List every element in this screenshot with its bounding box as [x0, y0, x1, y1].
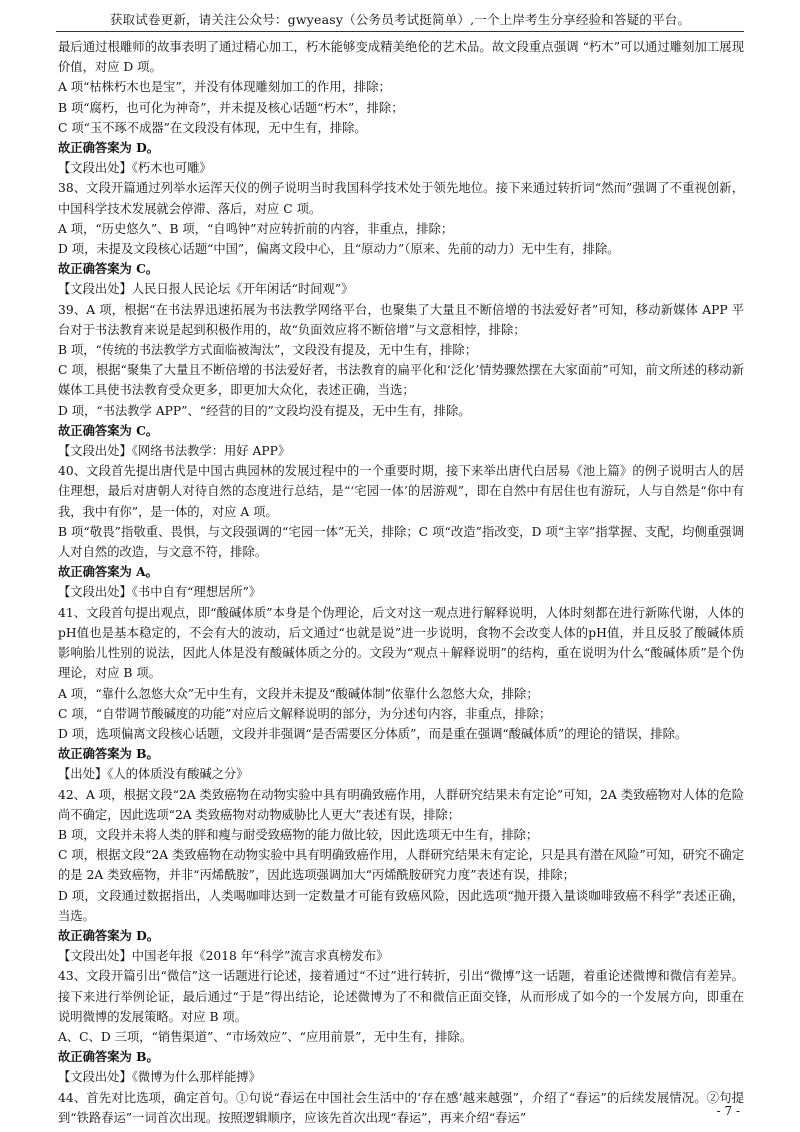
paragraph: 41、文段首句提出观点，即“酸碱体质”本身是个伪理论，后文对这一观点进行解释说明，人体时刻都在进行新陈代谢，人体的pH值也是基本稳定的，不会有大的波动，后文通过“也就是说”进一步说明，食物不会改变人体的pH值，并且反驳了酸碱体质影响胎儿性别的说法，因此人体是没有酸碱体质之分的。文段为“观点＋解释说明”的结构，重在说明为什么“酸碱体质”是个伪理论，对应 B 项。 [58, 605, 744, 681]
paragraph: 42、A 项，根据文段“2A 类致癌物在动物实验中具有明确致癌作用，人群研究结果未有定论”可知，2A 类致癌物对人体的危险尚不确定，因此选项“2A 类致癌物对动物威胁比人更大”表述有误，排除； [58, 787, 744, 822]
paragraph: 40、文段首先提出唐代是中国古典园林的发展过程中的一个重要时期，接下来举出唐代白居易《池上篇》的例子说明古人的居住理想，最后对唐朝人对待自然的态度进行总结，是“‘宅园一体’的居游观”，即在自然中有居住也有游玩，人与自然是“你中有我，我中有你”，是一体的，对应 A 项。 [58, 464, 744, 519]
paragraph: A、C、D 三项，“销售渠道”、“市场效应”、“应用前景”，无中生有，排除。 [58, 1029, 473, 1044]
paragraph: 38、文段开篇通过列举水运浑天仪的例子说明当时我国科学技术处于领先地位。接下来通过转折词“然而”强调了不重视创新，中国科学技术发展就会停滞、落后，对应 C 项。 [58, 181, 744, 216]
answer-line: 故正确答案为 B。 [58, 1049, 159, 1065]
source-line: 【文段出处】《书中自有“理想居所”》 [58, 585, 262, 600]
paragraph: A 项，“靠什么忽悠大众”无中生有，文段并未提及“酸碱体制”依靠什么忽悠大众，排除； [58, 686, 539, 701]
paragraph: C 项，根据文段“2A 类致癌物在动物实验中具有明确致癌作用，人群研究结果未有定论，只是具有潜在风险”可知，研究不确定的是 2A 类致癌物，并非“丙烯酰胺”，因此选项强调加大“丙烯酰胺研究力度”表述有误，排除； [58, 848, 744, 883]
page-body [58, 37, 744, 1128]
paragraph: 最后通过根雕师的故事表明了通过精心加工，朽木能够变成精美绝伦的艺术品。故文段重点强调 “朽木”可以通过雕刻加工展现价值，对应 D 项。 [58, 40, 744, 75]
paragraph: A 项，“历史悠久”、B 项，“自鸣钟”对应转折前的内容，非重点，排除； [58, 221, 454, 236]
paragraph: A 项“枯株朽木也是宝”，并没有体现雕刻加工的作用，排除； [58, 80, 391, 95]
paragraph: C 项，“自带调节酸碱度的功能”对应后文解释说明的部分，为分述句内容，非重点，排除； [58, 706, 552, 721]
source-line: 【出处】《人的体质没有酸碱之分》 [58, 767, 249, 782]
source-line: 【文段出处】《微博为什么那样能搏》 [58, 1070, 261, 1085]
answer-line: 故正确答案为 B。 [58, 746, 159, 762]
source-line: 【文段出处】中国老年报《2018 年“科学”流言求真榜发布》 [58, 949, 389, 964]
paragraph: C 项“玉不琢不成器”在文段没有体现，无中生有，排除。 [58, 120, 367, 135]
paragraph: 44、首先对比选项，确定首句。①句说“春运在中国社会生活中的‘存在感’越来越强”，介绍了“春运”的后续发展情况。②句提到“铁路春运”一词首次出现。按照逻辑顺序，应该先首次出现“春运”，再来介绍“春运” [58, 1090, 744, 1125]
answer-line: 故正确答案为 A。 [58, 564, 158, 580]
paragraph: B 项，文段并未将人类的胖和瘦与耐受致癌物的能力做比较，因此选项无中生有，排除； [58, 827, 539, 842]
paragraph: B 项“敬畏”指敬重、畏惧，与文段强调的“宅园一体”无关，排除；C 项“改造”指改变，D 项“主宰”指掌握、支配，均侧重强调人对自然的改造，与文意不符，排除。 [58, 524, 744, 560]
source-line: 【文段出处】《朽木也可雕》 [58, 161, 212, 176]
paragraph: D 项，选项偏离文段核心话题，文段并非强调“是否需要区分体质”，而是重在强调“酸碱体质”的理论的错误，排除。 [58, 726, 688, 741]
header-divider [56, 31, 744, 32]
paragraph: B 项，“传统的书法教学方式面临被淘汰”，文段没有提及，无中生有，排除； [58, 343, 478, 358]
source-line: 【文段出处】《网络书法教学：用好 APP》 [58, 444, 291, 459]
paragraph: D 项，未提及文段核心话题“中国”，偏离文段中心，且“原动力”（原来、先前的动力）无中生有，排除。 [58, 242, 620, 257]
page-number: - 7 - [716, 1104, 740, 1118]
answer-line: 故正确答案为 C。 [58, 261, 159, 277]
paragraph: 43、文段开篇引出“微信”这一话题进行论述，接着通过“不过”进行转折，引出“微博”这一话题，着重论述微博和微信有差异。接下来进行举例论证，最后通过“于是”得出结论，论述微博为了不和微信正面交锋，从而形成了如今的一个发展方向，即重在说明微博的发展策略。对应 B 项。 [58, 969, 744, 1024]
paragraph: D 项，“书法教学 APP”、“经营的目的”文段均没有提及，无中生有，排除。 [58, 403, 471, 418]
paragraph: 39、A 项，根据“在书法界迅速拓展为书法教学网络平台，也聚集了大量且不断倍增的书法爱好者”可知，移动新媒体 APP 平台对于书法教育来说是起到积极作用的，故“负面效应将不断倍增”与文意相悖，排除； [58, 302, 744, 337]
answer-line: 故正确答案为 D。 [58, 140, 160, 156]
page-header: 获取试卷更新，请关注公众号：gwyeasy（公务员考试挺简单）,一个上岸考生分享经验和答疑的平台。 [109, 12, 691, 27]
source-line: 【文段出处】人民日报人民论坛《开年闲话“时间观”》 [58, 282, 354, 297]
paragraph: B 项“腐朽，也可化为神奇”，并未提及核心话题“朽木”，排除； [58, 100, 404, 115]
answer-line: 故正确答案为 C。 [58, 422, 159, 438]
paragraph: D 项，文段通过数据指出，人类喝咖啡达到一定数量才可能有致癌风险，因此选项“抛开摄入量谈咖啡致癌不科学”表述正确，当选。 [58, 888, 744, 923]
answer-line: 故正确答案为 D。 [58, 927, 160, 943]
paragraph: C 项，根据“聚集了大量且不断倍增的书法爱好者，书法教育的扁平化和‘泛化’情势骤然摆在大家面前”可知，前文所述的移动新媒体工具使书法教育受众更多，即更加大众化，表述正确，当选； [58, 363, 744, 398]
